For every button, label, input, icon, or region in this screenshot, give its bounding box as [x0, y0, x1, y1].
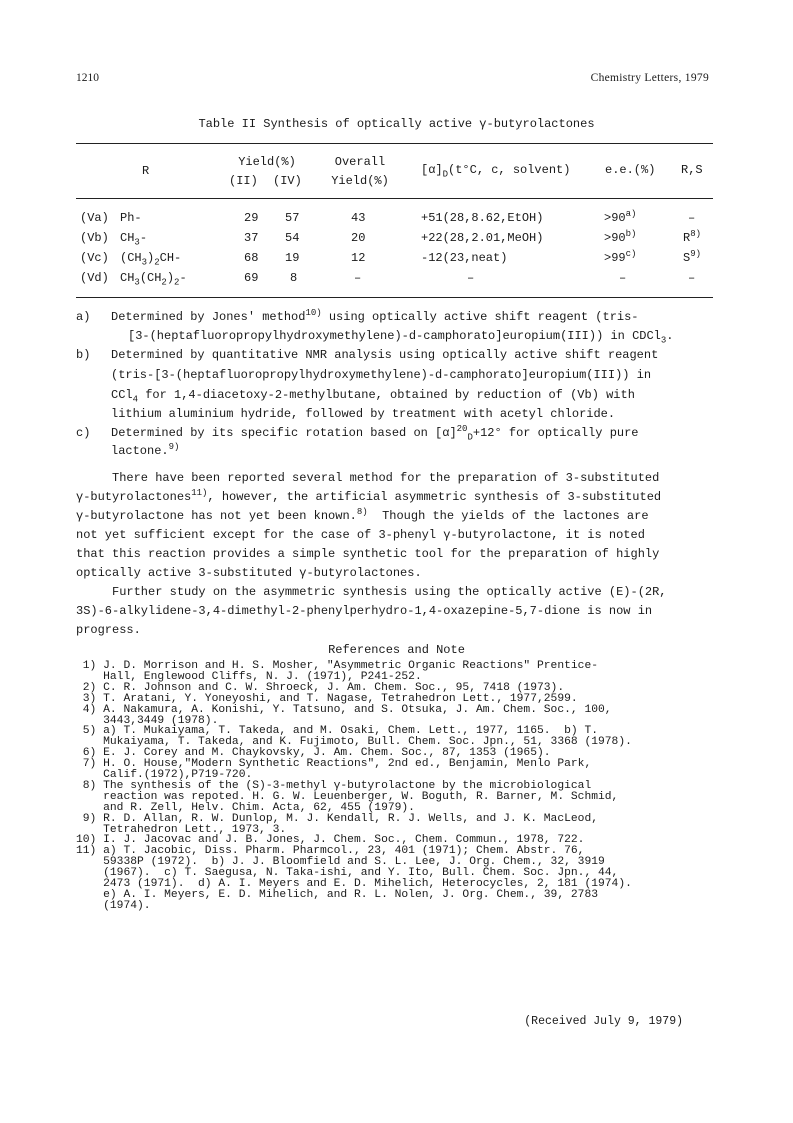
row-ee: $>90^{a)}$	[604, 209, 637, 225]
reference-line: 4) A. Nakamura, A. Konishi, Y. Tatsuno, and S. Otsuka, J. Am. Chem. Soc., 100,	[76, 703, 612, 716]
row-id: (Va)	[80, 211, 109, 225]
footnote-b-line1: Determined by quantitative NMR analysis using optically active shift reagent	[111, 348, 659, 362]
row-rotation: -12(23,neat)	[421, 251, 508, 265]
row-ee: $>90^{b)}$	[604, 229, 637, 245]
row-rotation: –	[467, 271, 475, 285]
footnote-c-line2: lactone.$^{9)}$	[111, 442, 180, 458]
reference-line: 5) a) T. Mukaiyama, T. Takeda, and M. Osaki, Chem. Lett., 1977, 1165. b) T.	[76, 725, 599, 738]
reference-line: 6) E. J. Corey and M. Chaykovsky, J. Am. Chem. Soc., 87, 1353 (1965).	[76, 747, 551, 760]
row-r: $CH_3-$	[120, 231, 148, 248]
row-overall: –	[354, 271, 362, 285]
journal-title: Chemistry Letters, 1979	[590, 72, 709, 84]
body-p1-line3: γ-butyrolactone has not yet been known.$^{8)}$ Though the yields of the lactones are	[76, 507, 649, 523]
reference-line: 9) R. D. Allan, R. W. Dunlop, M. J. Kendall, R. J. Wells, and J. K. MacLeod,	[76, 812, 599, 825]
footnote-b-line3: CCl$_4$ for 1,4-diacetoxy-2-methylbutane, obtained by reduction of (Vb) with	[111, 388, 635, 405]
row-ii: 69	[244, 271, 259, 285]
reference-line: (1974).	[76, 899, 151, 912]
row-rotation: +22(28,2.01,MeOH)	[421, 231, 544, 245]
reference-line: 3443,3449 (1978).	[76, 714, 219, 727]
references-heading: References and Note	[328, 643, 465, 657]
footnote-b-label: b)	[76, 348, 91, 362]
row-id: (Vc)	[80, 251, 109, 265]
reference-line: e) A. I. Meyers, E. D. Mihelich, and R. L. Nolen, J. Org. Chem., 39, 2783	[76, 888, 599, 901]
row-ii: 29	[244, 211, 259, 225]
row-rotation: +51(28,8.62,EtOH)	[421, 211, 544, 225]
reference-line: reaction was repoted. H. G. W. Leuenberger, W. Boguth, R. Barner, M. Schmid,	[76, 790, 619, 803]
row-ee: –	[619, 271, 627, 285]
table-title: Table II Synthesis of optically active γ-butyrolactones	[198, 117, 595, 131]
row-overall: 20	[351, 231, 366, 245]
footnote-a-line1: Determined by Jones' method$^{10)}$ using optically active shift reagent (tris-	[111, 308, 639, 324]
col-header-rotation: $[\alpha]_D(t^\circ C$, c, solvent)	[421, 163, 571, 180]
reference-line: Tetrahedron Lett., 1973, 3.	[76, 823, 287, 836]
col-header-rs: R,S	[681, 163, 703, 177]
reference-line: Mukaiyama, T. Takeda, and K. Fujimoto, Bull. Chem. Soc. Jpn., 51, 3368 (1978).	[76, 736, 632, 749]
reference-line: (1967). c) T. Saegusa, N. Taka-ishi, and Y. Ito, Bull. Chem. Soc. Jpn., 44,	[76, 867, 619, 880]
received-date: (Received July 9, 1979)	[524, 1015, 683, 1028]
body-p1-line5: that this reaction provides a simple synthetic tool for the preparation of highly	[76, 547, 660, 561]
row-iv: 8	[290, 271, 298, 285]
col-header-iv: (IV)	[273, 174, 302, 188]
row-iv: 19	[285, 251, 300, 265]
footnote-b-line2: (tris-[3-(heptafluoropropylhydroxymethylene)-d-camphorato]europium(III)) in	[111, 368, 652, 382]
row-overall: 43	[351, 211, 366, 225]
row-rs: $R^{8)}$	[683, 229, 702, 245]
row-ee: $>99^{c)}$	[604, 249, 637, 265]
reference-line: Hall, Englewood Cliffs, N. J. (1971), P241-252.	[76, 670, 422, 683]
table-header-rule	[76, 198, 713, 199]
reference-line: 2473 (1971). d) A. I. Meyers and E. D. Mihelich, Heterocycles, 2, 181 (1974).	[76, 878, 632, 890]
body-p1-line1: There have been reported several method for the preparation of 3-substituted	[76, 471, 660, 485]
reference-line: 59338P (1972). b) J. J. Bloomfield and S. L. Lee, J. Org. Chem., 32, 3919	[76, 856, 605, 869]
row-overall: 12	[351, 251, 366, 265]
reference-line: 8) The synthesis of the (S)-3-methyl γ-butyrolactone by the microbiological	[76, 779, 592, 792]
col-header-overall: Overall	[334, 155, 386, 169]
row-ii: 68	[244, 251, 259, 265]
footnote-c-label: c)	[76, 426, 91, 440]
footnote-b-line4: lithium aluminium hydride, followed by treatment with acetyl chloride.	[111, 407, 616, 421]
row-rs: $S^{9)}$	[683, 249, 702, 265]
col-header-ii: (II)	[229, 174, 258, 188]
reference-line: and R. Zell, Helv. Chim. Acta, 62, 455 (1979).	[76, 801, 415, 814]
reference-line: 3) T. Aratani, Y. Yoneyoshi, and T. Nagase, Tetrahedron Lett., 1977,2599.	[76, 692, 578, 705]
body-p2-line2: 3S)-6-alkylidene-3,4-dimethyl-2-phenylperhydro-1,4-oxazepine-5,7-dione is now in	[76, 604, 653, 618]
table-bottom-rule	[76, 297, 713, 298]
col-header-r: R	[142, 164, 150, 178]
body-p1-line4: not yet sufficient except for the case of 3-phenyl γ-butyrolactone, it is noted	[76, 528, 645, 542]
table-top-rule	[76, 143, 713, 144]
row-rs: –	[688, 211, 696, 225]
row-rs: –	[688, 271, 696, 285]
row-id: (Vd)	[80, 271, 109, 285]
reference-line: Calif.(1972),P719-720.	[76, 769, 253, 781]
body-p1-line2: γ-butyrolactones$^{11)}$, however, the artificial asymmetric synthesis of 3-substituted	[76, 488, 662, 504]
col-header-yield: Yield(%)	[238, 155, 296, 169]
body-p2-line1: Further study on the asymmetric synthesis using the optically active (E)-(2R,	[76, 585, 667, 599]
col-header-ee: e.e.(%)	[605, 163, 656, 177]
row-iv: 54	[285, 231, 300, 245]
body-p1-line6: optically active 3-substituted γ-butyrolactones.	[76, 566, 422, 580]
col-header-overall-yield: Yield(%)	[331, 174, 389, 188]
row-id: (Vb)	[80, 231, 109, 245]
reference-line: 2) C. R. Johnson and C. W. Shroeck, J. Am. Chem. Soc., 95, 7418 (1973).	[76, 681, 565, 694]
reference-line: 11) a) T. Jacobic, Diss. Pharm. Pharmcol., 23, 401 (1971); Chem. Abstr. 76,	[76, 845, 585, 858]
footnote-a-line2: [3-(heptafluoropropylhydroxymethylene)-d-camphorato]europium(III)) in CDCl$_3$.	[128, 329, 674, 346]
footnote-a-label: a)	[76, 310, 91, 324]
reference-line: 1) J. D. Morrison and H. S. Mosher, "Asymmetric Organic Reactions" Prentice-	[76, 660, 599, 672]
page-number: 1210	[76, 72, 99, 84]
reference-line: 10) I. J. Jacovac and J. B. Jones, J. Chem. Soc., Chem. Commun., 1978, 722.	[76, 834, 585, 847]
row-r: $CH_3(CH_2)_2-$	[120, 271, 187, 288]
body-p2-line3: progress.	[76, 623, 141, 637]
reference-line: 7) H. O. House,"Modern Synthetic Reactions", 2nd ed., Benjamin, Menlo Park,	[76, 758, 592, 771]
row-r: Ph-	[120, 211, 142, 225]
row-r: $(CH_3)_2CH-$	[120, 251, 182, 268]
row-iv: 57	[285, 211, 300, 225]
row-ii: 37	[244, 231, 259, 245]
footnote-c-line1: Determined by its specific rotation based on $[\alpha]^{20}_D+12^\circ$ for optically pure	[111, 424, 639, 443]
